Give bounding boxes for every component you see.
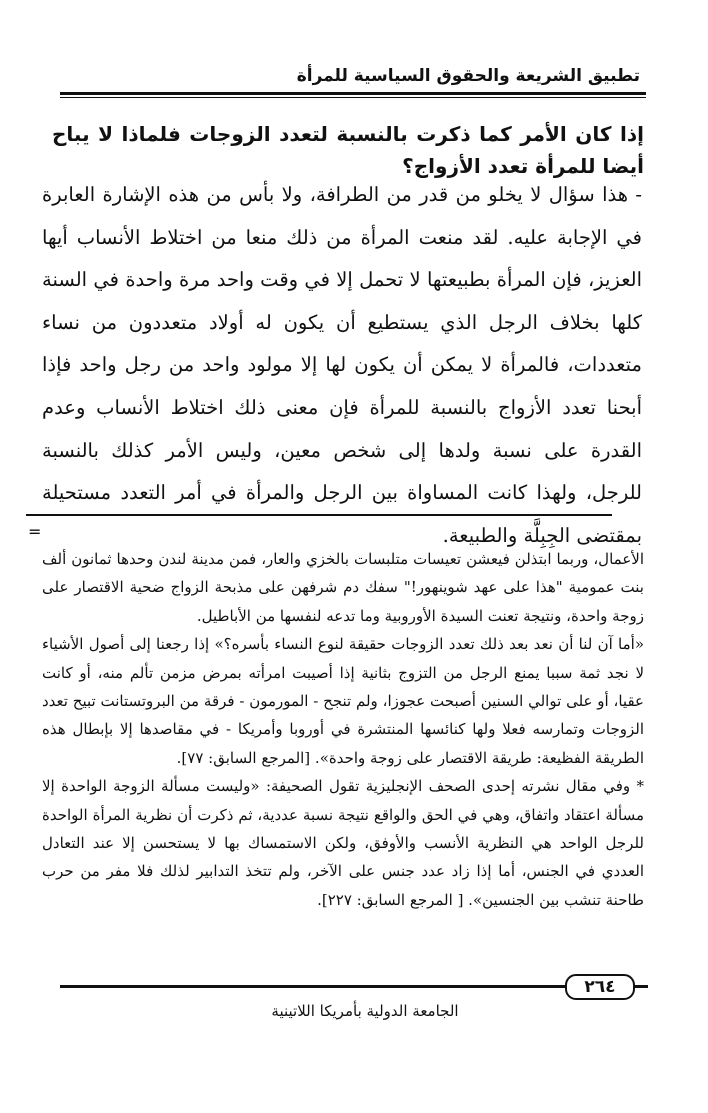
- header-rule: [60, 92, 646, 95]
- footnotes-block: [42, 545, 644, 914]
- footer-rule-left: [60, 985, 565, 988]
- footer-rule-right: [635, 985, 648, 988]
- footnote-paragraph: «أما آن لنا أن نعد بعد ذلك تعدد الزوجات حقيقة لنوع النساء بأسره؟» إذا رجعنا إلى أصول الأشياء لا نجد ثمة سببا يمنع الرجل من التزوج بثانية إذا أصيبت امرأته بمرض مزمن تألم منه، أو كانت عقيا، أو على توالي السنين أصبحت عجوزا، ولم تنجح - المورمون - فرقة من البروتستانت تبيح تعدد الزوجات وتمارسه فعلا ولها كنائسها المنتشرة في أوروبا وأمريكا - في مقاصدها إلا بإبطال هذه الطريقة الفظيعة: طريقة الاقتصار على زوجة واحدة». [المرجع السابق: ٧٧].: [42, 635, 644, 767]
- footnote-paragraph: * وفي مقال نشرته إحدى الصحف الإنجليزية تقول الصحيفة: «وليست مسألة الزوجة الواحدة إلا مسألة اعتقاد واتفاق، وهي في الحق والواقع نتيجة نسبة عددية، ثم ذكرت أن نظرية المرأة الواحدة للرجل الواحد هي النظرية الأنسب والأوفق، ولكن الاستمساك بها لا يستحسن إلا عند التعادل العددي في الجنس، أما إذا زاد عدد جنس على الآخر، ولم تتخذ التدابير لذلك فلا مفر من حرب طاحنة تنشب بين الجنسين». [ المرجع السابق: ٢٢٧].: [42, 777, 644, 909]
- footnote-paragraph: الأعمال، وربما ابتذلن فيعشن تعيسات متلبسات بالخزي والعار، فمن مدينة لندن وحدها ثمانون ألف بنت عمومية "هذا على عهد شوينهور!" سفك دم شرفهن على مذبحة الزواج ضحية الاقتصار على زوجة واحدة، ونتيجة تعنت السيدة الأوروبية وما تدعه لنفسها من الأباطيل.: [42, 550, 644, 625]
- section-question: إذا كان الأمر كما ذكرت بالنسبة لتعدد الزوجات فلماذا لا يباح أيضا للمرأة تعدد الأزواج؟: [52, 122, 644, 178]
- running-head: تطبيق الشريعة والحقوق السياسية للمرأة: [296, 66, 640, 86]
- footnote-continuation-mark: =: [28, 522, 42, 541]
- publisher-footer: الجامعة الدولية بأمريكا اللاتينية: [271, 1002, 459, 1020]
- page-number: ٢٦٤: [565, 974, 635, 1000]
- header-rule-thin: [60, 97, 646, 98]
- footnote-separator: [26, 514, 612, 516]
- answer-paragraph: - هذا سؤال لا يخلو من قدر من الطرافة، ولا بأس من هذه الإشارة العابرة في الإجابة عليه. لقد منعت المرأة من ذلك منعا من اختلاط الأنساب أيها العزيز، فإن المرأة بطبيعتها لا تحمل إلا في وقت واحد مرة واحدة في السنة كلها بخلاف الرجل الذي يستطيع أن يكون له أولاد متعددون من نساء متعددات، فالمرأة لا يمكن أن يكون لها إلا مولود واحد من رجل واحد فإذا أبحنا تعدد الأزواج بالنسبة للمرأة فإن معنى ذلك اختلاط الأنساب وعدم القدرة على نسبة ولدها إلى شخص معين، وليس الأمر كذلك بالنسبة للرجل، ولهذا كانت المساواة بين الرجل والمرأة في أمر التعدد مستحيلة بمقتضى الجِبِلَّة والطبيعة.: [42, 183, 642, 547]
